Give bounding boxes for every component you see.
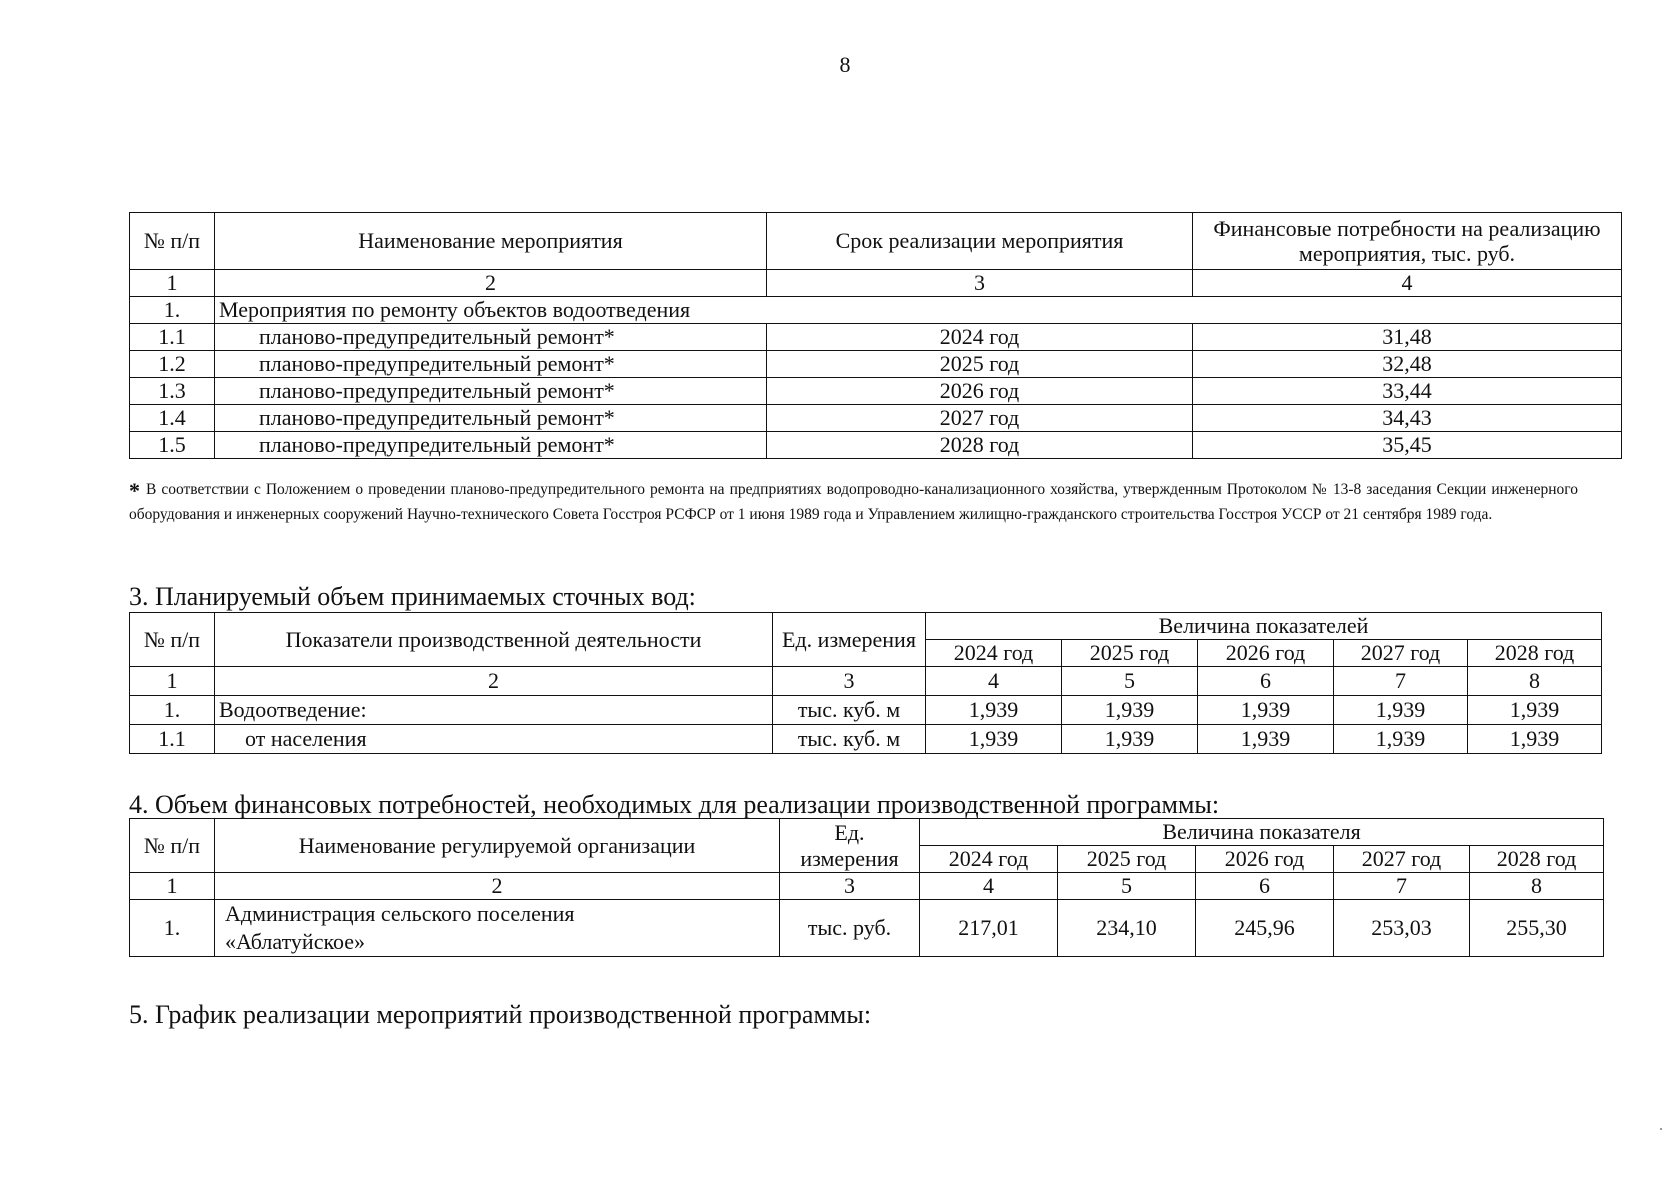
row-measure: планово-предупредительный ремонт*: [215, 432, 767, 459]
row-value: 1,939: [926, 696, 1062, 725]
row-cost: 31,48: [1193, 324, 1622, 351]
row-value: 1,939: [926, 725, 1062, 754]
row-cost: 33,44: [1193, 378, 1622, 405]
row-value: 1,939: [1198, 696, 1334, 725]
financial-needs-table: [129, 818, 1604, 957]
page-number: 8: [839, 52, 851, 77]
header-year: 2028 год: [1468, 640, 1602, 667]
col-number: 7: [1334, 667, 1468, 696]
col-number: 2: [215, 270, 767, 297]
row-value: 245,96: [1196, 900, 1334, 957]
table-row: [130, 378, 1622, 405]
row-cost: 34,43: [1193, 405, 1622, 432]
section4-heading: 4. Объем финансовых потребностей, необходимых для реализации производственной программы:: [129, 790, 1220, 819]
col-number: 3: [780, 873, 920, 900]
col-number: 3: [767, 270, 1193, 297]
header-year: 2027 год: [1334, 640, 1468, 667]
table-header-row: [130, 213, 1622, 270]
row-measure: планово-предупредительный ремонт*: [215, 378, 767, 405]
header-year: 2025 год: [1062, 640, 1198, 667]
row-term: 2027 год: [767, 405, 1193, 432]
row-organization: [215, 900, 780, 957]
col-number: 3: [773, 667, 926, 696]
row-value: 1,939: [1468, 696, 1602, 725]
col-number: 7: [1334, 873, 1470, 900]
header-year: 2025 год: [1058, 846, 1196, 873]
table-row: [130, 405, 1622, 432]
org-name-line2: «Аблатуйское»: [225, 929, 366, 954]
row-term: 2028 год: [767, 432, 1193, 459]
col-number: 4: [920, 873, 1058, 900]
col-number: 5: [1058, 873, 1196, 900]
footnote: [129, 478, 1578, 527]
header-values-group: Величина показателей: [926, 613, 1602, 640]
row-indicator: Водоотведение:: [215, 696, 773, 725]
col-number: 2: [215, 667, 773, 696]
header-year: 2026 год: [1196, 846, 1334, 873]
row-value: 1,939: [1198, 725, 1334, 754]
col-number: 1: [130, 873, 215, 900]
header-values-group: Величина показателя: [920, 819, 1604, 846]
table-row: [130, 696, 1602, 725]
column-numbers-row: [130, 667, 1602, 696]
row-cost: 35,45: [1193, 432, 1622, 459]
col-number: 8: [1470, 873, 1604, 900]
col-number: 2: [215, 873, 780, 900]
col-number: 4: [926, 667, 1062, 696]
row-value: 1,939: [1334, 725, 1468, 754]
header-indicator: Показатели производственной деятельности: [215, 613, 773, 667]
table-row: [130, 324, 1622, 351]
section-title: Мероприятия по ремонту объектов водоотведения: [215, 297, 1622, 324]
row-measure: планово-предупредительный ремонт*: [215, 405, 767, 432]
row-value: 1,939: [1062, 696, 1198, 725]
col-number: 1: [130, 667, 215, 696]
row-num: 1.: [130, 696, 215, 725]
col-number: 6: [1198, 667, 1334, 696]
header-organization: Наименование регулируемой организации: [215, 819, 780, 873]
row-num: 1.1: [130, 725, 215, 754]
row-term: 2025 год: [767, 351, 1193, 378]
table-header-row: [130, 613, 1602, 640]
header-unit: Ед. измерения: [780, 819, 920, 873]
col-number: 8: [1468, 667, 1602, 696]
header-year: 2028 год: [1470, 846, 1604, 873]
row-cost: 32,48: [1193, 351, 1622, 378]
col-number: 5: [1062, 667, 1198, 696]
row-value: 1,939: [1334, 696, 1468, 725]
row-term: 2026 год: [767, 378, 1193, 405]
header-year: 2024 год: [920, 846, 1058, 873]
header-num: № п/п: [130, 213, 215, 270]
col-number: 4: [1193, 270, 1622, 297]
section5-heading: 5. График реализации мероприятий производственной программы:: [129, 1000, 872, 1029]
row-num: 1.5: [130, 432, 215, 459]
header-num: № п/п: [130, 819, 215, 873]
header-year: 2024 год: [926, 640, 1062, 667]
row-value: 253,03: [1334, 900, 1470, 957]
row-unit: тыс. куб. м: [773, 696, 926, 725]
row-unit: тыс. куб. м: [773, 725, 926, 754]
wastewater-volume-table: [129, 612, 1602, 754]
row-num: 1.2: [130, 351, 215, 378]
table-row: [130, 725, 1602, 754]
table-row: [130, 432, 1622, 459]
row-measure: планово-предупредительный ремонт*: [215, 351, 767, 378]
row-value: 234,10: [1058, 900, 1196, 957]
row-value: 217,01: [920, 900, 1058, 957]
section-num: 1.: [130, 297, 215, 324]
row-num: 1.4: [130, 405, 215, 432]
row-num: 1.: [130, 900, 215, 957]
header-financial-needs: Финансовые потребности на реализацию мероприятия, тыс. руб.: [1193, 213, 1622, 270]
row-term: 2024 год: [767, 324, 1193, 351]
org-name-line1: Администрация сельского поселения: [225, 901, 575, 926]
row-indicator: от населения: [215, 725, 773, 754]
footnote-star: *: [129, 478, 140, 503]
table-header-row: [130, 819, 1604, 846]
table-row: [130, 351, 1622, 378]
header-num: № п/п: [130, 613, 215, 667]
col-number: 6: [1196, 873, 1334, 900]
header-measure-name: Наименование мероприятия: [215, 213, 767, 270]
row-unit: тыс. руб.: [780, 900, 920, 957]
section-row: [130, 297, 1622, 324]
row-value: 255,30: [1470, 900, 1604, 957]
row-value: 1,939: [1062, 725, 1198, 754]
footnote-text: В соответствии с Положением о проведении планово-предупредительного ремонта на предприятиях водопроводно-канализационного хозяйства, утвержденным Протоколом № 13-8 заседания Секции инженерного оборудования и инженерных сооружений Научно-технического Совета Госстроя РСФСР от 1 июня 1989 года и Управлением жилищно-гражданского строительства Госстроя УССР от 21 сентября 1989 года.: [129, 481, 1578, 523]
row-num: 1.3: [130, 378, 215, 405]
col-number: 1: [130, 270, 215, 297]
column-numbers-row: [130, 873, 1604, 900]
header-unit: Ед. измерения: [773, 613, 926, 667]
header-year: 2027 год: [1334, 846, 1470, 873]
row-measure: планово-предупредительный ремонт*: [215, 324, 767, 351]
table-row: [130, 900, 1604, 957]
header-year: 2026 год: [1198, 640, 1334, 667]
row-value: 1,939: [1468, 725, 1602, 754]
repair-measures-table: [129, 212, 1622, 459]
scan-speck: [1660, 1128, 1662, 1130]
header-term: Срок реализации мероприятия: [767, 213, 1193, 270]
column-numbers-row: [130, 270, 1622, 297]
row-num: 1.1: [130, 324, 215, 351]
section3-heading: 3. Планируемый объем принимаемых сточных вод:: [129, 582, 696, 611]
